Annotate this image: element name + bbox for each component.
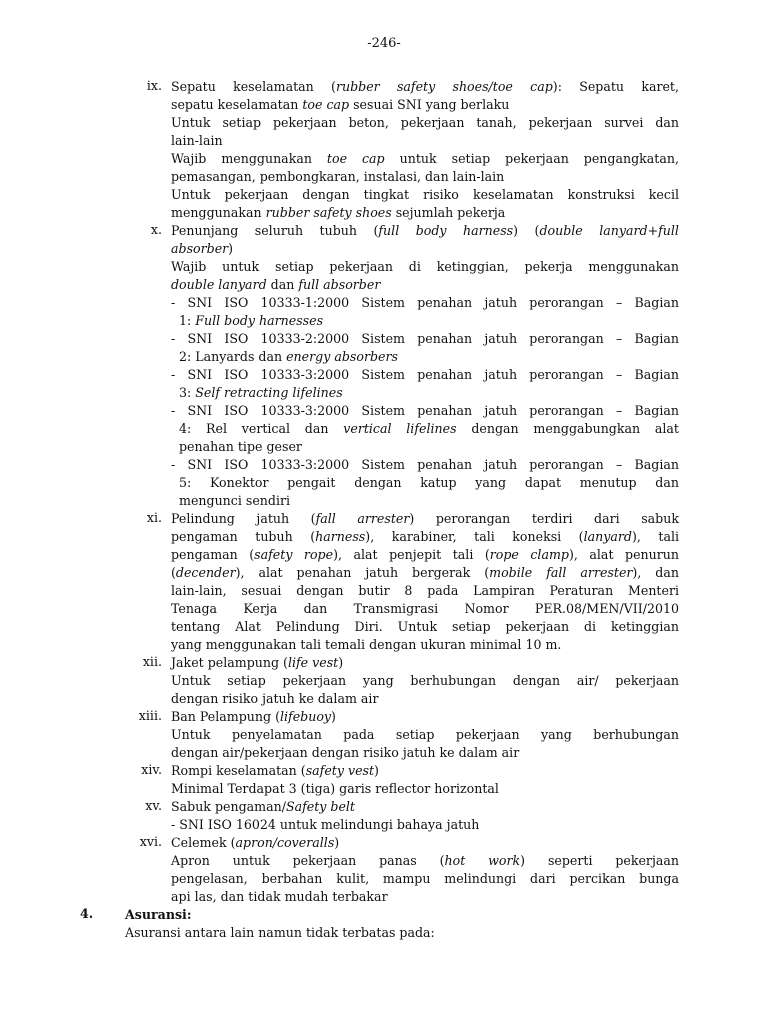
standard-item xyxy=(171,402,679,456)
text-line: Apron untuk pekerjaan panas (hot work) seperti pekerjaan xyxy=(171,853,679,868)
text-line: - SNI ISO 10333-3:2000 Sistem penahan jatuh perorangan – Bagian xyxy=(171,457,679,472)
text-line: tentang Alat Pelindung Diri. Untuk setiap pekerjaan di ketinggian xyxy=(171,619,679,634)
text-line: lain-lain xyxy=(171,133,223,148)
list-item-xvi xyxy=(0,834,768,906)
text-line: Celemek (apron/coveralls) xyxy=(171,835,340,850)
text-line: Pelindung jatuh (fall arrester) perorangan terdiri dari sabuk xyxy=(171,511,679,526)
text-line: Asuransi antara lain namun tidak terbatas pada: xyxy=(125,925,435,940)
item-number: xv. xyxy=(145,798,162,813)
text-line: menggunakan rubber safety shoes sejumlah pekerja xyxy=(171,205,506,220)
list-item-ix xyxy=(0,78,768,222)
text-line: Untuk pekerjaan dengan tingkat risiko keselamatan konstruksi kecil xyxy=(171,187,679,202)
list-item-xii xyxy=(0,654,768,708)
text-line: penahan tipe geser xyxy=(179,439,302,454)
item-number: ix. xyxy=(146,78,162,93)
text-line: api las, dan tidak mudah terbakar xyxy=(171,889,388,904)
text-line: Wajib untuk setiap pekerjaan di ketinggian, pekerja menggunakan xyxy=(171,259,679,274)
text-line: sepatu keselamatan toe cap sesuai SNI yang berlaku xyxy=(171,97,510,112)
text-line: Tenaga Kerja dan Transmigrasi Nomor PER.08/MEN/VII/2010 xyxy=(171,601,679,616)
text-line: - SNI ISO 10333-2:2000 Sistem penahan jatuh perorangan – Bagian xyxy=(171,331,679,346)
text-line: - SNI ISO 10333-3:2000 Sistem penahan jatuh perorangan – Bagian xyxy=(171,403,679,418)
list-item-xv xyxy=(0,798,768,834)
item-number: xvi. xyxy=(139,834,162,849)
text-line: 5: Konektor pengait dengan katup yang dapat menutup dan xyxy=(179,475,679,490)
text-line: - SNI ISO 10333-3:2000 Sistem penahan jatuh perorangan – Bagian xyxy=(171,367,679,382)
section-4 xyxy=(0,906,768,942)
item-number: xiv. xyxy=(141,762,162,777)
text-line: - SNI ISO 16024 untuk melindungi bahaya jatuh xyxy=(171,817,480,832)
text-line: 4: Rel vertical dan vertical lifelines dengan menggabungkan alat xyxy=(179,421,679,436)
text-line: Untuk setiap pekerjaan yang berhubungan dengan air/ pekerjaan xyxy=(171,673,679,688)
text-line: (decender), alat penahan jatuh bergerak (mobile fall arrester), dan xyxy=(171,565,679,580)
text-line: 1: Full body harnesses xyxy=(179,313,324,328)
standard-item xyxy=(171,330,679,366)
text-line: Sepatu keselamatan (rubber safety shoes/toe cap): Sepatu karet, xyxy=(171,79,679,94)
item-number: xi. xyxy=(146,510,162,525)
item-number: xiii. xyxy=(138,708,162,723)
text-line: - SNI ISO 10333-1:2000 Sistem penahan jatuh perorangan – Bagian xyxy=(171,295,679,310)
section-title: Asuransi: xyxy=(125,907,192,922)
standard-item xyxy=(171,366,679,402)
text-line: pengelasan, berbahan kulit, mampu melindungi dari percikan bunga xyxy=(171,871,679,886)
item-number: x. xyxy=(150,222,162,237)
section-number: 4. xyxy=(80,906,94,921)
text-line: Penunjang seluruh tubuh (full body harness) (double lanyard+full xyxy=(171,223,679,238)
text-line: 3: Self retracting lifelines xyxy=(179,385,343,400)
text-line: dengan risiko jatuh ke dalam air xyxy=(171,691,379,706)
page-number: -246- xyxy=(367,36,401,51)
text-line: pengaman (safety rope), alat penjepit tali (rope clamp), alat penurun xyxy=(171,547,679,562)
text-line: Untuk penyelamatan pada setiap pekerjaan yang berhubungan xyxy=(171,727,679,742)
text-line: double lanyard dan full absorber xyxy=(171,277,381,292)
text-line: pemasangan, pembongkaran, instalasi, dan lain-lain xyxy=(171,169,505,184)
list-item-xi xyxy=(0,510,768,654)
text-line: Ban Pelampung (lifebuoy) xyxy=(171,709,336,724)
item-number: xii. xyxy=(142,654,162,669)
text-line: dengan air/pekerjaan dengan risiko jatuh ke dalam air xyxy=(171,745,520,760)
text-line: Wajib menggunakan toe cap untuk setiap pekerjaan pengangkatan, xyxy=(171,151,679,166)
text-line: absorber) xyxy=(171,241,234,256)
text-line: mengunci sendiri xyxy=(179,493,291,508)
text-line: lain-lain, sesuai dengan butir 8 pada Lampiran Peraturan Menteri xyxy=(171,583,679,598)
text-line: Jaket pelampung (life vest) xyxy=(171,655,344,670)
list-item-xiv xyxy=(0,762,768,798)
text-line: Untuk setiap pekerjaan beton, pekerjaan tanah, pekerjaan survei dan xyxy=(171,115,679,130)
list-item-xiii xyxy=(0,708,768,762)
standard-item xyxy=(171,294,679,330)
document-content xyxy=(0,78,768,942)
standard-item xyxy=(171,456,679,510)
list-item-x xyxy=(0,222,768,510)
text-line: Rompi keselamatan (safety vest) xyxy=(171,763,379,778)
text-line: Sabuk pengaman/Safety belt xyxy=(171,799,355,814)
text-line: yang menggunakan tali temali dengan ukuran minimal 10 m. xyxy=(171,637,562,652)
text-line: 2: Lanyards dan energy absorbers xyxy=(179,349,398,364)
text-line: Minimal Terdapat 3 (tiga) garis reflector horizontal xyxy=(171,781,499,796)
text-line: pengaman tubuh (harness), karabiner, tali koneksi (lanyard), tali xyxy=(171,529,680,544)
